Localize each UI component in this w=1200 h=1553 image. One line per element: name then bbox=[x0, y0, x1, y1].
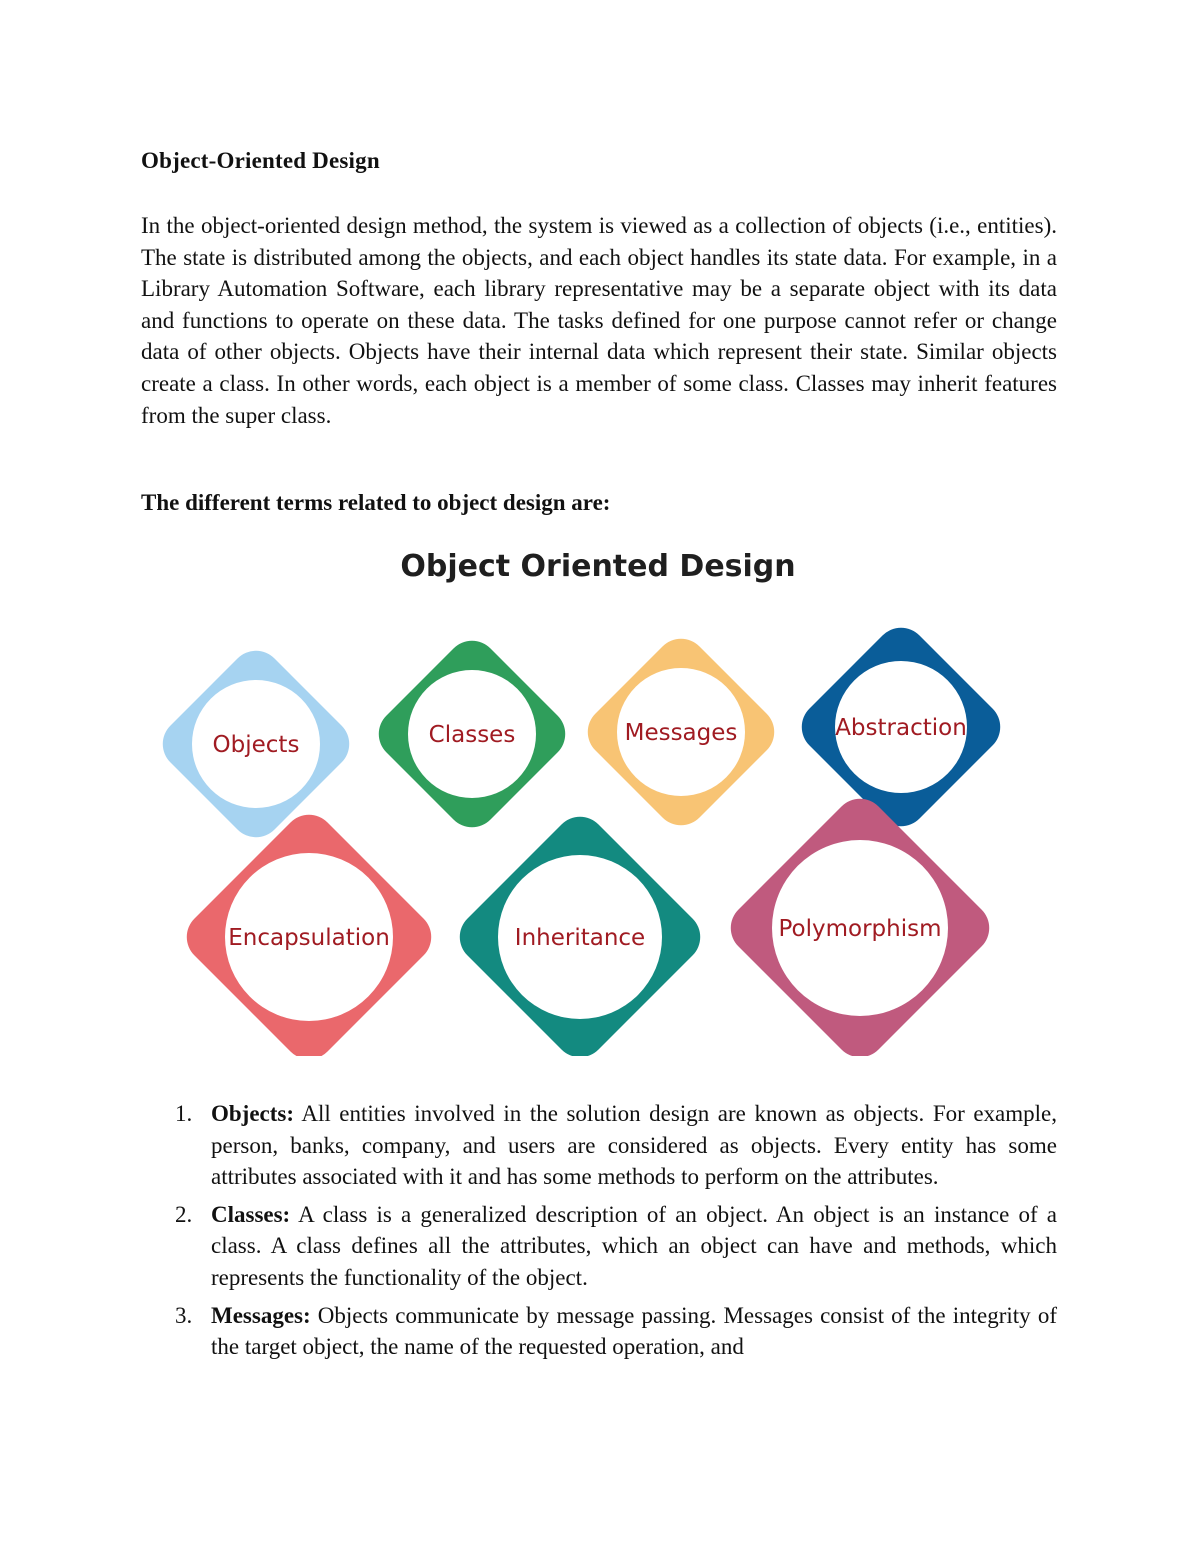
term-description: Objects communicate by message passing. Messages consist of the integrity of the target object, the name of the requested operation, and bbox=[211, 1302, 1057, 1360]
diagram-node-polymorphism bbox=[720, 788, 1000, 1056]
terms-list bbox=[141, 1098, 1057, 1369]
diagram-node-objects bbox=[152, 640, 360, 848]
intro-paragraph: In the object-oriented design method, the system is viewed as a collection of objects (i.e., entities). The state is distributed among the objects, and each object handles its state data. For example, in a Library Automation Software, each library representative may be a separate object with its data and functions to operate on these data. The tasks defined for one purpose cannot refer or change data of other objects. Objects have their internal data which represent their state. Similar objects create a class. In other words, each object is a member of some class. Classes may inherit features from the super class. bbox=[141, 213, 1057, 428]
diagram-node-encapsulation bbox=[176, 804, 442, 1056]
diagram-node-messages bbox=[577, 628, 785, 836]
node-label: Abstraction bbox=[835, 715, 967, 741]
term-number: 1. bbox=[175, 1101, 193, 1126]
diagram-node-inheritance bbox=[449, 806, 711, 1056]
term-description: A class is a generalized description of an object. An object is an instance of a class. A class defines all the attributes, which an object can have and methods, which represents the functionality of the object. bbox=[211, 1201, 1057, 1290]
node-label: Classes bbox=[428, 722, 516, 748]
term-item-messages bbox=[141, 1300, 1057, 1363]
node-label: Encapsulation bbox=[228, 925, 390, 951]
term-number: 2. bbox=[175, 1201, 193, 1227]
term-name: Classes: bbox=[211, 1201, 291, 1227]
term-item-classes bbox=[141, 1199, 1057, 1294]
ood-diagram bbox=[140, 536, 1030, 1056]
node-label: Polymorphism bbox=[778, 916, 942, 942]
node-label: Messages bbox=[624, 720, 738, 746]
node-label: Objects bbox=[212, 732, 300, 758]
term-number: 3. bbox=[175, 1302, 193, 1328]
term-description: All entities involved in the solution design are known as objects. For example, person, banks, company, and users are considered as objects. Every entity has some attributes associated with it and has some methods to perform on the attributes. bbox=[211, 1101, 1057, 1190]
ood-diagram-svg bbox=[140, 536, 1030, 1056]
term-item-objects bbox=[141, 1098, 1057, 1193]
diagram-node-classes bbox=[368, 630, 576, 838]
terms-subheading: The different terms related to object design are: bbox=[141, 490, 611, 515]
diagram-title: Object Oriented Design bbox=[400, 549, 796, 584]
node-label: Inheritance bbox=[514, 925, 646, 951]
term-name: Objects: bbox=[211, 1101, 295, 1126]
page-title: Object-Oriented Design bbox=[141, 148, 380, 173]
diagram-node-abstraction bbox=[791, 617, 1011, 837]
term-name: Messages: bbox=[211, 1302, 311, 1328]
